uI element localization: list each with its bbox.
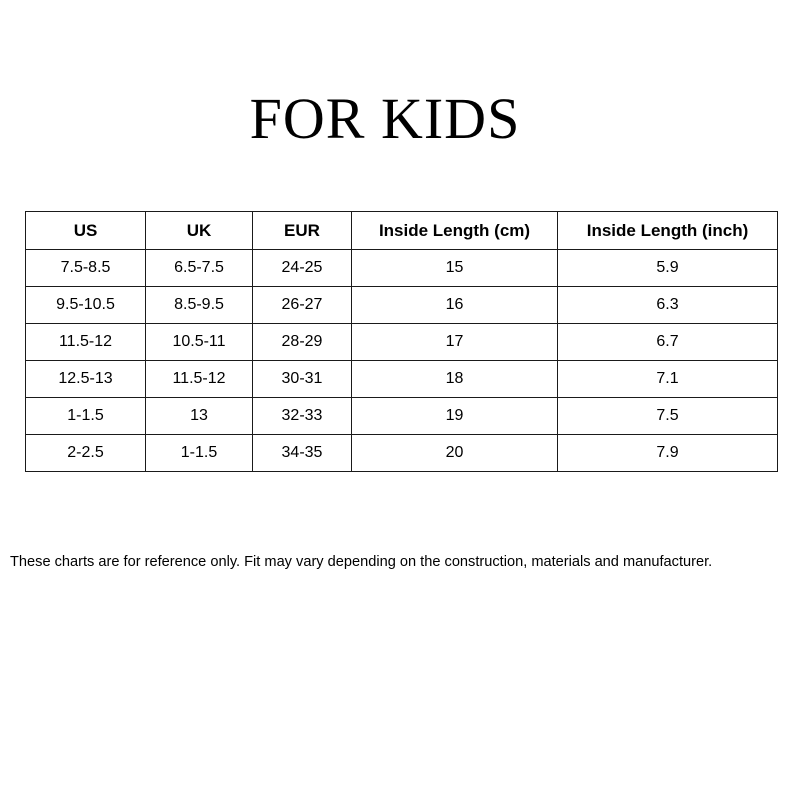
cell-length-inch: 6.7 xyxy=(558,324,778,361)
cell-uk: 1-1.5 xyxy=(146,435,253,472)
table-row xyxy=(26,398,778,435)
size-chart xyxy=(25,211,777,472)
disclaimer-text: These charts are for reference only. Fit may vary depending on the construction, materials and manufacturer. xyxy=(10,554,713,570)
cell-eur: 30-31 xyxy=(253,361,352,398)
cell-eur: 34-35 xyxy=(253,435,352,472)
cell-us: 7.5-8.5 xyxy=(26,250,146,287)
cell-length-inch: 5.9 xyxy=(558,250,778,287)
table-row xyxy=(26,435,778,472)
cell-eur: 24-25 xyxy=(253,250,352,287)
cell-uk: 8.5-9.5 xyxy=(146,287,253,324)
cell-uk: 10.5-11 xyxy=(146,324,253,361)
cell-us: 1-1.5 xyxy=(26,398,146,435)
cell-us: 12.5-13 xyxy=(26,361,146,398)
cell-eur: 28-29 xyxy=(253,324,352,361)
cell-us: 9.5-10.5 xyxy=(26,287,146,324)
cell-us: 11.5-12 xyxy=(26,324,146,361)
cell-length-inch: 7.9 xyxy=(558,435,778,472)
table-row xyxy=(26,324,778,361)
cell-length-cm: 15 xyxy=(352,250,558,287)
cell-uk: 6.5-7.5 xyxy=(146,250,253,287)
cell-eur: 32-33 xyxy=(253,398,352,435)
page-title: FOR KIDS xyxy=(249,86,521,151)
cell-uk: 13 xyxy=(146,398,253,435)
table-row xyxy=(26,250,778,287)
cell-length-cm: 16 xyxy=(352,287,558,324)
header-us: US xyxy=(26,212,146,250)
cell-length-inch: 7.5 xyxy=(558,398,778,435)
cell-uk: 11.5-12 xyxy=(146,361,253,398)
table-row xyxy=(26,361,778,398)
cell-length-inch: 7.1 xyxy=(558,361,778,398)
cell-length-cm: 17 xyxy=(352,324,558,361)
cell-us: 2-2.5 xyxy=(26,435,146,472)
table-header-row xyxy=(26,212,778,250)
cell-length-cm: 20 xyxy=(352,435,558,472)
cell-length-inch: 6.3 xyxy=(558,287,778,324)
cell-length-cm: 18 xyxy=(352,361,558,398)
cell-length-cm: 19 xyxy=(352,398,558,435)
header-eur: EUR xyxy=(253,212,352,250)
header-uk: UK xyxy=(146,212,253,250)
table-row xyxy=(26,287,778,324)
header-inside-length-cm: Inside Length (cm) xyxy=(352,212,558,250)
size-table xyxy=(25,211,778,472)
cell-eur: 26-27 xyxy=(253,287,352,324)
header-inside-length-inch: Inside Length (inch) xyxy=(558,212,778,250)
